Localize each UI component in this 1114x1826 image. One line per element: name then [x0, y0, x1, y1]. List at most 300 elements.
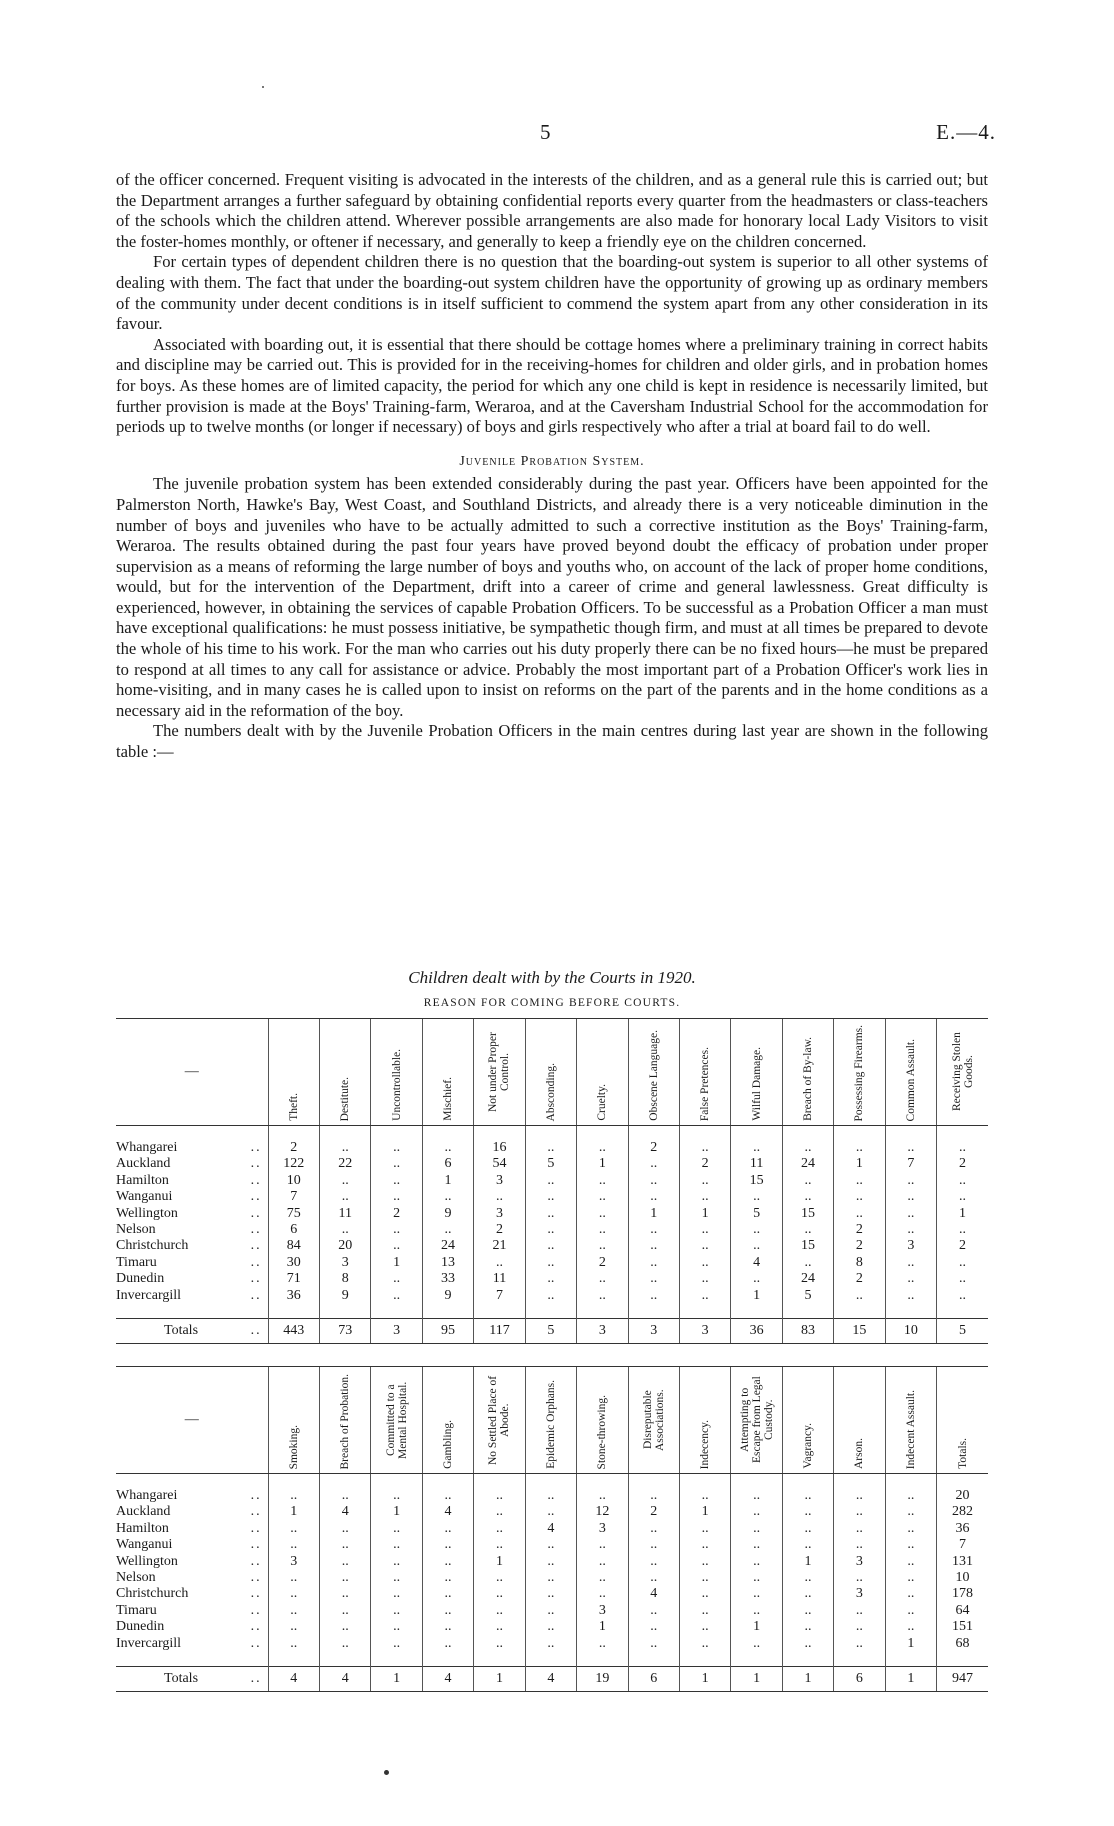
total-cell: 19: [577, 1667, 628, 1692]
column-header-label: Breach of Probation.: [339, 1373, 352, 1469]
row-label: [116, 1206, 268, 1222]
total-cell: 3: [679, 1319, 730, 1344]
table-cell: ..: [937, 1173, 988, 1189]
table-cell: ..: [525, 1603, 576, 1619]
table-cell: 3: [577, 1521, 628, 1537]
table-row: [116, 1603, 988, 1619]
table-cell: ..: [268, 1636, 319, 1652]
table-cell: ..: [834, 1140, 885, 1156]
table-cell: ..: [782, 1189, 833, 1205]
table-cell: ..: [320, 1570, 371, 1586]
totals-label-text: Totals: [164, 1671, 199, 1687]
column-header: [679, 1367, 730, 1474]
table-cell: ..: [885, 1504, 936, 1520]
table-cell: 13: [422, 1255, 473, 1271]
table-cell: ..: [422, 1537, 473, 1553]
table-row: [116, 1271, 988, 1287]
total-cell: 83: [782, 1319, 833, 1344]
table-cell: ..: [525, 1255, 576, 1271]
leader-dots: ..: [250, 1189, 262, 1205]
table-cell: ..: [371, 1140, 422, 1156]
table-cell: ..: [474, 1603, 525, 1619]
leader-dots: ..: [250, 1553, 262, 1569]
table-cell: 4: [525, 1521, 576, 1537]
table-cell: ..: [525, 1140, 576, 1156]
table-row: [116, 1488, 988, 1504]
table-cell: ..: [525, 1271, 576, 1287]
table-cell: ..: [782, 1173, 833, 1189]
table-cell: 15: [731, 1173, 782, 1189]
total-cell: 15: [834, 1319, 885, 1344]
table-cell: ..: [474, 1189, 525, 1205]
table-cell: 1: [885, 1636, 936, 1652]
column-header: [731, 1019, 782, 1126]
table-header-row: [116, 1367, 988, 1474]
table-cell: ..: [422, 1636, 473, 1652]
table-cell: ..: [679, 1619, 730, 1635]
column-header-label: Common Assault.: [904, 1038, 917, 1121]
total-cell: 95: [422, 1319, 473, 1344]
table-cell: 10: [937, 1570, 988, 1586]
leader-dots: ..: [250, 1140, 262, 1155]
leader-dots: ..: [250, 1586, 262, 1602]
paragraph: Associated with boarding out, it is essential that there should be cottage homes where a preliminary training in correct habits and discipline may be carried out. This is provided for in the receiving-homes for children and older girls, and in probation homes for boys. As these homes are of limited capacity, the period for which any one child is kept in residence is necessarily limited, but further provision is made at the Boys' Training-farm, Weraroa, and at the Caversham Industrial School for the accommodation for periods up to twelve months (or longer if necessary) of boys and girls respectively who after a trial at board fail to do well.: [116, 334, 988, 437]
table-cell: ..: [731, 1521, 782, 1537]
column-header: [525, 1019, 576, 1126]
table-cell: ..: [628, 1570, 679, 1586]
table-cell: 9: [320, 1288, 371, 1304]
total-cell: 1: [885, 1667, 936, 1692]
total-cell: 1: [782, 1667, 833, 1692]
table-cell: ..: [885, 1206, 936, 1222]
table-cell: ..: [679, 1173, 730, 1189]
total-cell: 4: [320, 1667, 371, 1692]
total-cell: 73: [320, 1319, 371, 1344]
table-cell: ..: [422, 1554, 473, 1570]
table-cell: ..: [371, 1488, 422, 1504]
totals-label-text: Totals: [164, 1323, 199, 1339]
table-cell: ..: [371, 1636, 422, 1652]
table-cell: ..: [371, 1521, 422, 1537]
table-cell: 1: [422, 1173, 473, 1189]
table-cell: ..: [320, 1521, 371, 1537]
table-cell: ..: [782, 1537, 833, 1553]
table-cell: ..: [371, 1189, 422, 1205]
column-header: [577, 1019, 628, 1126]
table-cell: ..: [320, 1636, 371, 1652]
column-header-label: Uncontrollable.: [390, 1049, 403, 1121]
table-cell: ..: [577, 1288, 628, 1304]
table-cell: ..: [525, 1189, 576, 1205]
table-cell: 4: [320, 1504, 371, 1520]
table-cell: ..: [577, 1238, 628, 1254]
table-cell: ..: [525, 1206, 576, 1222]
total-cell: 117: [474, 1319, 525, 1344]
leader-dots: ..: [250, 1172, 262, 1188]
table-row: [116, 1238, 988, 1254]
table-cell: ..: [885, 1603, 936, 1619]
row-label: [116, 1255, 268, 1271]
table-cell: 33: [422, 1271, 473, 1287]
table-cell: 84: [268, 1238, 319, 1254]
table-cell: ..: [525, 1619, 576, 1635]
leader-dots: ..: [250, 1287, 262, 1303]
scan-speck: [262, 86, 264, 88]
table-cell: 3: [268, 1554, 319, 1570]
courts-table-part-2: [116, 1366, 988, 1692]
table-cell: ..: [422, 1488, 473, 1504]
total-cell: 947: [937, 1667, 988, 1692]
table-cell: 10: [268, 1173, 319, 1189]
table-cell: 5: [731, 1206, 782, 1222]
table-cell: ..: [320, 1189, 371, 1205]
table-cell: 1: [782, 1554, 833, 1570]
table-cell: ..: [320, 1140, 371, 1156]
table-cell: ..: [885, 1173, 936, 1189]
table-cell: 2: [679, 1156, 730, 1172]
table-cell: ..: [422, 1586, 473, 1602]
table-cell: ..: [679, 1537, 730, 1553]
table-cell: ..: [371, 1554, 422, 1570]
table-cell: 7: [268, 1189, 319, 1205]
total-cell: 3: [577, 1319, 628, 1344]
total-cell: 4: [422, 1667, 473, 1692]
table-cell: ..: [628, 1271, 679, 1287]
leader-dots: ..: [250, 1671, 262, 1687]
table-cell: ..: [422, 1521, 473, 1537]
table-cell: ..: [834, 1537, 885, 1553]
table-cell: 1: [577, 1619, 628, 1635]
table-cell: ..: [782, 1222, 833, 1238]
table-cell: ..: [731, 1140, 782, 1156]
column-header-label: Attempting to Escape from Legal Custody.: [738, 1376, 775, 1464]
table-cell: ..: [577, 1271, 628, 1287]
table-cell: ..: [320, 1222, 371, 1238]
table-cell: ..: [474, 1504, 525, 1520]
table-cell: 2: [834, 1238, 885, 1254]
table-row: [116, 1173, 988, 1189]
district-name: Timaru: [116, 1254, 157, 1270]
table-cell: ..: [679, 1189, 730, 1205]
totals-row: [116, 1667, 988, 1692]
total-cell: 6: [628, 1667, 679, 1692]
table-cell: ..: [474, 1521, 525, 1537]
table-cell: ..: [628, 1619, 679, 1635]
table-cell: 30: [268, 1255, 319, 1271]
body-text: [116, 170, 988, 763]
table-row: [116, 1570, 988, 1586]
table-cell: ..: [782, 1570, 833, 1586]
table-cell: ..: [371, 1586, 422, 1602]
column-header-label: Breach of By-law.: [802, 1037, 814, 1121]
table-cell: ..: [628, 1636, 679, 1652]
table-cell: 1: [731, 1619, 782, 1635]
table-cell: ..: [371, 1603, 422, 1619]
leader-dots: ..: [250, 1635, 262, 1651]
column-header-label: Theft.: [287, 1093, 300, 1121]
table-cell: ..: [937, 1288, 988, 1304]
page-number: 5: [540, 120, 551, 144]
district-name: Dunedin: [116, 1271, 165, 1287]
total-cell: 1: [371, 1667, 422, 1692]
district-name: Wanganui: [116, 1537, 173, 1553]
page-mark: [384, 1770, 389, 1775]
table-cell: 3: [320, 1255, 371, 1271]
table-cell: ..: [628, 1537, 679, 1553]
total-cell: 3: [371, 1319, 422, 1344]
table-cell: 151: [937, 1619, 988, 1635]
column-header: [782, 1019, 833, 1126]
table-cell: ..: [320, 1586, 371, 1602]
table-cell: ..: [679, 1636, 730, 1652]
table-cell: ..: [320, 1537, 371, 1553]
table-cell: ..: [885, 1537, 936, 1553]
column-header: [320, 1019, 371, 1126]
table-cell: ..: [782, 1619, 833, 1635]
district-name: Nelson: [116, 1222, 156, 1238]
table-cell: 3: [834, 1586, 885, 1602]
document-reference: E.—4.: [936, 120, 996, 144]
table-cell: 1: [371, 1255, 422, 1271]
row-label: [116, 1619, 268, 1635]
table-cell: ..: [679, 1140, 730, 1156]
column-header-label: False Pretences.: [699, 1046, 712, 1121]
table-cell: ..: [885, 1140, 936, 1156]
table-cell: ..: [525, 1570, 576, 1586]
column-header: [782, 1367, 833, 1474]
table-cell: 11: [731, 1156, 782, 1172]
table-cell: ..: [679, 1603, 730, 1619]
leader-dots: ..: [250, 1570, 262, 1586]
table-cell: ..: [577, 1554, 628, 1570]
district-name: Hamilton: [116, 1520, 169, 1536]
district-name: Dunedin: [116, 1619, 165, 1635]
table-cell: ..: [268, 1619, 319, 1635]
table-cell: 24: [782, 1156, 833, 1172]
leader-dots: ..: [250, 1504, 262, 1520]
column-header: [937, 1019, 988, 1126]
table-cell: ..: [525, 1586, 576, 1602]
district-name: Hamilton: [116, 1172, 169, 1188]
leader-dots: ..: [250, 1205, 262, 1221]
row-label: [116, 1554, 268, 1570]
table-cell: ..: [782, 1636, 833, 1652]
table-cell: 9: [422, 1206, 473, 1222]
table-cell: ..: [679, 1521, 730, 1537]
table-cell: 1: [834, 1156, 885, 1172]
leader-dots: ..: [250, 1156, 262, 1172]
column-header: [268, 1367, 319, 1474]
table-cell: ..: [834, 1189, 885, 1205]
table-cell: 1: [268, 1504, 319, 1520]
table-cell: 3: [474, 1173, 525, 1189]
table-cell: ..: [834, 1488, 885, 1504]
table-cell: 1: [679, 1206, 730, 1222]
table-subcaption: REASON FOR COMING BEFORE COURTS.: [423, 997, 681, 1009]
table-cell: ..: [731, 1586, 782, 1602]
total-cell: 4: [525, 1667, 576, 1692]
table-cell: 24: [422, 1238, 473, 1254]
table-cell: 4: [422, 1504, 473, 1520]
table-cell: 4: [628, 1586, 679, 1602]
table-cell: 3: [834, 1554, 885, 1570]
table-cell: ..: [885, 1255, 936, 1271]
table-cell: 24: [782, 1271, 833, 1287]
table-cell: ..: [679, 1570, 730, 1586]
column-header-label: Not under Proper Control.: [487, 1032, 512, 1112]
table-cell: ..: [371, 1156, 422, 1172]
column-header: [731, 1367, 782, 1474]
table-cell: ..: [268, 1521, 319, 1537]
leader-dots: ..: [250, 1271, 262, 1287]
paragraph: The numbers dealt with by the Juvenile Probation Officers in the main centres during last year are shown in the following table :—: [116, 721, 988, 762]
total-cell: 1: [474, 1667, 525, 1692]
column-header-label: Obscene Language.: [647, 1030, 660, 1121]
table-row: [116, 1156, 988, 1172]
table-cell: ..: [679, 1488, 730, 1504]
table-cell: ..: [577, 1570, 628, 1586]
district-name: Wellington: [116, 1553, 178, 1569]
table-cell: 122: [268, 1156, 319, 1172]
leader-dots: ..: [250, 1537, 262, 1553]
table-cell: ..: [834, 1619, 885, 1635]
district-name: Timaru: [116, 1602, 157, 1618]
table-cell: ..: [268, 1603, 319, 1619]
table-cell: 282: [937, 1504, 988, 1520]
table-cell: ..: [371, 1537, 422, 1553]
table-cell: ..: [371, 1570, 422, 1586]
table-cell: ..: [679, 1554, 730, 1570]
total-cell: 10: [885, 1319, 936, 1344]
column-header-label: Absconding.: [544, 1062, 557, 1121]
table-cell: ..: [628, 1603, 679, 1619]
table-cell: 75: [268, 1206, 319, 1222]
table-cell: 3: [474, 1206, 525, 1222]
table-cell: 15: [782, 1238, 833, 1254]
totals-label: [116, 1667, 268, 1692]
table-cell: ..: [320, 1619, 371, 1635]
table-row: [116, 1255, 988, 1271]
table-cell: ..: [782, 1504, 833, 1520]
table-cell: 1: [577, 1156, 628, 1172]
table-cell: ..: [371, 1271, 422, 1287]
table-cell: 4: [731, 1255, 782, 1271]
table-cell: ..: [834, 1521, 885, 1537]
table-cell: ..: [782, 1140, 833, 1156]
table-cell: ..: [268, 1570, 319, 1586]
column-header: [885, 1019, 936, 1126]
table-cell: ..: [885, 1570, 936, 1586]
table-cell: 2: [268, 1140, 319, 1156]
table-cell: ..: [679, 1586, 730, 1602]
table-cell: 12: [577, 1504, 628, 1520]
row-label: [116, 1173, 268, 1189]
table-cell: ..: [628, 1173, 679, 1189]
table-cell: 54: [474, 1156, 525, 1172]
table-row: [116, 1288, 988, 1304]
row-label: [116, 1271, 268, 1287]
column-header-label: Totals.: [956, 1438, 969, 1469]
table-cell: 6: [268, 1222, 319, 1238]
table-cell: 36: [937, 1521, 988, 1537]
column-header-label: Indecency.: [699, 1419, 712, 1469]
page-header: [0, 120, 1114, 150]
table-row: [116, 1222, 988, 1238]
table-cell: ..: [577, 1173, 628, 1189]
row-label: [116, 1636, 268, 1652]
district-name: Auckland: [116, 1156, 171, 1172]
table-row: [116, 1140, 988, 1156]
table-cell: ..: [679, 1288, 730, 1304]
table-cell: ..: [577, 1537, 628, 1553]
header-dash: —: [116, 1367, 268, 1474]
table-cell: ..: [577, 1206, 628, 1222]
table-cell: ..: [937, 1271, 988, 1287]
column-header-label: Epidemic Orphans.: [544, 1380, 557, 1469]
table-cell: ..: [422, 1222, 473, 1238]
table-cell: ..: [885, 1586, 936, 1602]
table-cell: ..: [525, 1222, 576, 1238]
column-header-label: No Settled Place of Abode.: [487, 1375, 512, 1465]
table-cell: ..: [628, 1156, 679, 1172]
table-cell: ..: [371, 1173, 422, 1189]
table-cell: 2: [371, 1206, 422, 1222]
district-name: Invercargill: [116, 1287, 182, 1303]
table-cell: ..: [577, 1140, 628, 1156]
table-cell: ..: [474, 1488, 525, 1504]
table-cell: 2: [474, 1222, 525, 1238]
row-label: [116, 1189, 268, 1205]
table-cell: 68: [937, 1636, 988, 1652]
leader-dots: ..: [250, 1488, 262, 1503]
table-cell: ..: [731, 1636, 782, 1652]
table-cell: 2: [937, 1238, 988, 1254]
table-row: [116, 1619, 988, 1635]
table-cell: ..: [782, 1521, 833, 1537]
row-label: [116, 1140, 268, 1156]
district-name: Christchurch: [116, 1238, 189, 1254]
table-cell: ..: [268, 1488, 319, 1504]
table-cell: ..: [577, 1488, 628, 1504]
column-header-label: Committed to a Mental Hospital.: [384, 1381, 409, 1459]
table-row: [116, 1189, 988, 1205]
table-cell: ..: [731, 1554, 782, 1570]
district-name: Christchurch: [116, 1586, 189, 1602]
column-header-label: Cruelty.: [596, 1084, 609, 1121]
district-name: Whangarei: [116, 1488, 178, 1503]
table-cell: 64: [937, 1603, 988, 1619]
table-cell: ..: [885, 1554, 936, 1570]
table-cell: ..: [937, 1255, 988, 1271]
column-header-label: Wilful Damage.: [750, 1047, 763, 1121]
table-cell: ..: [371, 1238, 422, 1254]
leader-dots: ..: [250, 1222, 262, 1238]
table-cell: 2: [628, 1140, 679, 1156]
column-header-label: Gambling.: [442, 1420, 455, 1469]
column-header-label: Disreputable Associations.: [641, 1389, 666, 1451]
table-cell: ..: [834, 1173, 885, 1189]
table-cell: ..: [885, 1488, 936, 1504]
table-row: [116, 1586, 988, 1602]
table-cell: ..: [679, 1222, 730, 1238]
table-cell: ..: [885, 1619, 936, 1635]
table-cell: ..: [577, 1636, 628, 1652]
table-cell: 1: [371, 1504, 422, 1520]
table-cell: ..: [628, 1189, 679, 1205]
table-cell: ..: [679, 1255, 730, 1271]
row-label: [116, 1238, 268, 1254]
leader-dots: ..: [250, 1254, 262, 1270]
